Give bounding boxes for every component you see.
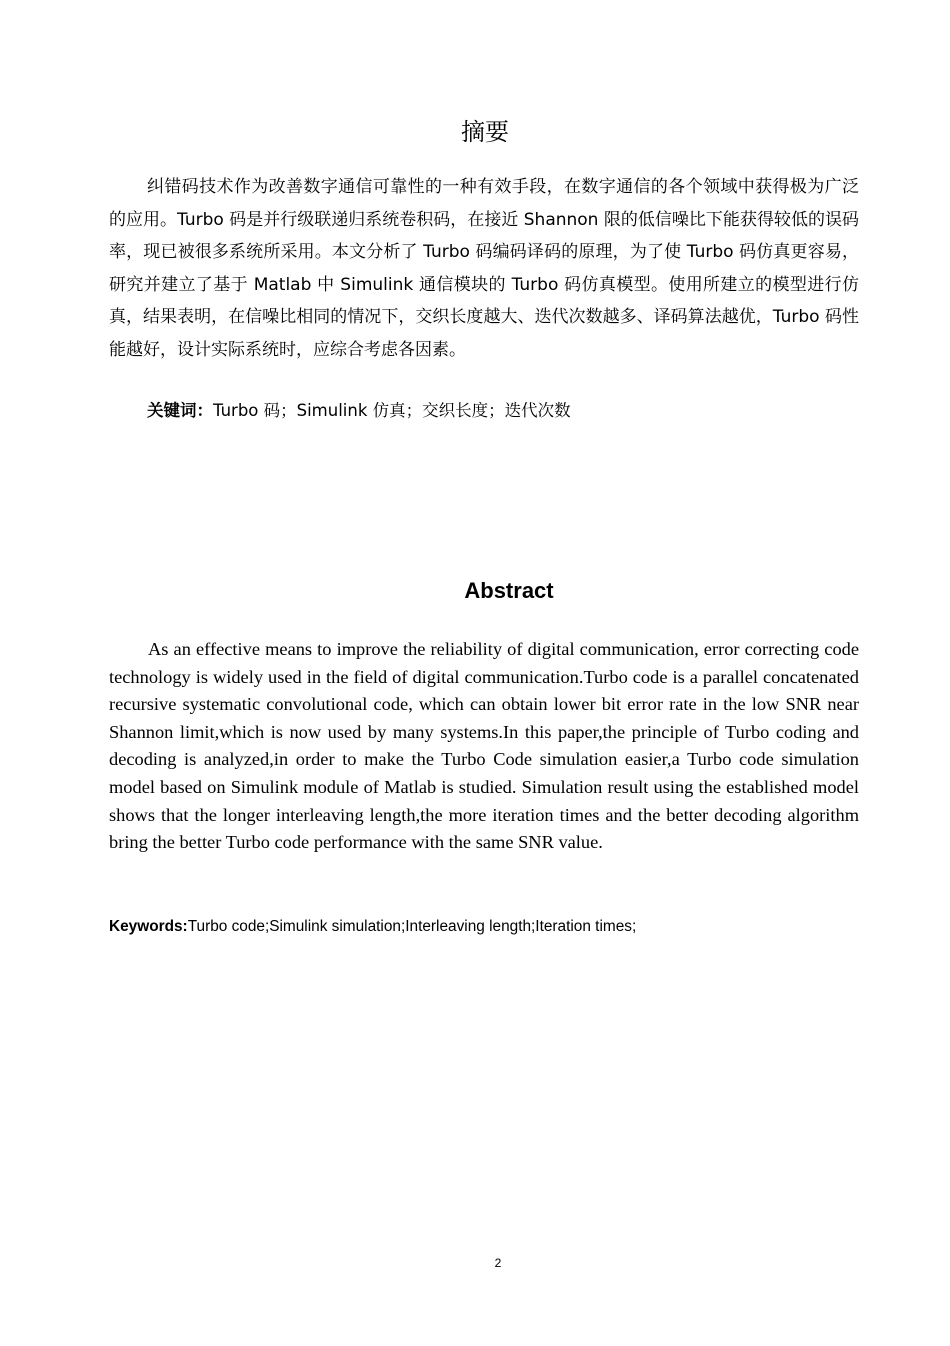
chinese-keywords-list: Turbo 码；Simulink 仿真；交织长度；迭代次数 bbox=[213, 401, 571, 420]
english-keywords-list: Turbo code;Simulink simulation;Interleaving length;Iteration times; bbox=[187, 918, 637, 935]
chinese-keywords-label: 关键词： bbox=[147, 401, 213, 420]
english-abstract-title: Abstract bbox=[464, 578, 554, 603]
page-number: 2 bbox=[494, 1256, 502, 1270]
chinese-keywords bbox=[147, 396, 847, 426]
english-abstract-body: As an effective means to improve the reliability of digital communication, error correcting code technology is widely used in the field of digital communication.Turbo code is a parallel concatenated recursive systematic convolutional code, which can obtain lower bit error rate in the low SNR near Shannon limit,which is now used by many systems.In this paper,the principle of Turbo coding and decoding is analyzed,in order to make the Turbo Code simulation easier,a Turbo code simulation model based on Simulink module of Matlab is studied. Simulation result using the established model shows that the longer interleaving length,the more iteration times and the better decoding algorithm bring the better Turbo code performance with the same SNR value. bbox=[109, 639, 859, 853]
english-keywords-label: Keywords: bbox=[109, 918, 188, 935]
chinese-abstract-title: 摘要 bbox=[461, 118, 509, 146]
english-keywords bbox=[109, 914, 859, 940]
chinese-abstract-body: 纠错码技术作为改善数字通信可靠性的一种有效手段，在数字通信的各个领域中获得极为广泛的应用。Turbo 码是并行级联递归系统卷积码，在接近 Shannon 限的低信噪比下能获得较低的误码率，现已被很多系统所采用。本文分析了 Turbo 码编码译码的原理，为了使 Turbo 码仿真更容易，研究并建立了基于 Matlab 中 Simulink 通信模块的 Turbo 码仿真模型。使用所建立的模型进行仿真，结果表明，在信噪比相同的情况下，交织长度越大、迭代次数越多、译码算法越优，Turbo 码性能越好，设计实际系统时，应综合考虑各因素。 bbox=[109, 177, 859, 360]
